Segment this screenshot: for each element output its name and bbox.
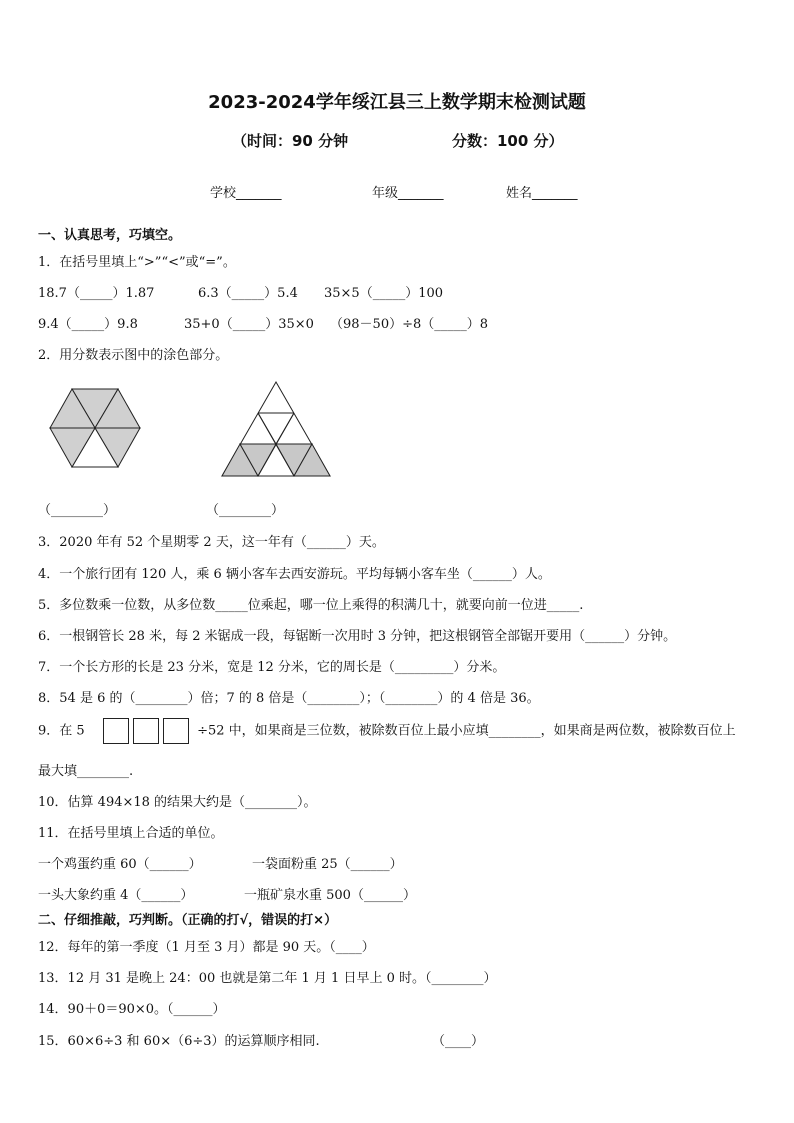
q5: 5．多位数乘一位数，从多位数_____位乘起，哪一位上乘得的积满几十，就要向前一位进_____. — [38, 598, 584, 613]
q1-item: 35+0（_____）35×0 — [184, 317, 314, 332]
q13: 13．12 月 31 是晚上 24：00 也就是第二年 1 月 1 日早上 0 时。（________） — [38, 971, 497, 986]
q1-prompt: 1．在括号里填上“>”“<”或“=”。 — [38, 255, 236, 270]
q15-blank: （____） — [432, 1034, 485, 1049]
exam-time: （时间：90 分钟 — [232, 132, 349, 150]
q1-item: （98－50）÷8（_____）8 — [330, 317, 489, 332]
digit-box — [133, 718, 159, 744]
section-heading-2: 二、仔细推敲，巧判断。（正确的打√，错误的打×） — [38, 913, 338, 928]
q8: 8．54 是 6 的（________）倍；7 的 8 倍是（________）；（________）的 4 倍是 36。 — [38, 691, 540, 706]
q14: 14．90＋0＝90×0。（______） — [38, 1002, 226, 1017]
school-field: 学校_______ — [210, 186, 282, 201]
q2-answer-1: （________） — [38, 503, 117, 518]
q1-item: 6.3（_____）5.4 — [198, 286, 298, 301]
q10: 10．估算 494×18 的结果大约是（________）。 — [38, 795, 317, 810]
q9-before: 9．在 5 — [38, 723, 85, 739]
digit-box — [103, 718, 129, 744]
digit-box — [163, 718, 189, 744]
q4: 4．一个旅行团有 120 人，乘 6 辆小客车去西安游玩。平均每辆小客车坐（______）人。 — [38, 567, 551, 582]
q2-prompt: 2．用分数表示图中的涂色部分。 — [38, 348, 229, 363]
q11-item: 一瓶矿泉水重 500（______） — [244, 888, 416, 903]
q9-after: ÷52 中，如果商是三位数，被除数百位上最小应填________，如果商是两位数，被除数百位上 — [197, 723, 736, 739]
q7: 7．一个长方形的长是 23 分米，宽是 12 分米，它的周长是（_________）分米。 — [38, 660, 506, 675]
q9-line-2: 最大填________. — [38, 764, 134, 779]
q6: 6．一根钢管长 28 米，每 2 米锯成一段，每锯断一次用时 3 分钟，把这根钢管全部锯开要用（______）分钟。 — [38, 629, 677, 644]
exam-score: 分数：100 分） — [452, 132, 564, 150]
grade-field: 年级_______ — [372, 186, 444, 201]
q12: 12．每年的第一季度（1 月至 3 月）都是 90 天。（____） — [38, 940, 375, 955]
triangle-figure — [220, 380, 332, 478]
section-heading-1: 一、认真思考，巧填空。 — [38, 228, 182, 243]
q11-item: 一个鸡蛋约重 60（______） — [38, 857, 202, 872]
q1-item: 9.4（_____）9.8 — [38, 317, 138, 332]
q1-item: 35×5（_____）100 — [324, 286, 444, 301]
q1-item: 18.7（_____）1.87 — [38, 286, 155, 301]
hexagon-figure — [48, 386, 142, 470]
name-field: 姓名_______ — [506, 186, 578, 201]
q11-item: 一袋面粉重 25（______） — [252, 857, 403, 872]
page-title: 2023-2024学年绥江县三上数学期末检测试题 — [208, 92, 586, 113]
q3: 3．2020 年有 52 个星期零 2 天，这一年有（______）天。 — [38, 535, 385, 550]
q11-item: 一头大象约重 4（______） — [38, 888, 194, 903]
q11-prompt: 11．在括号里填上合适的单位。 — [38, 826, 224, 841]
q15: 15．60×6÷3 和 60×（6÷3）的运算顺序相同. — [38, 1034, 320, 1049]
q2-answer-2: （________） — [206, 503, 285, 518]
q9-line-1 — [38, 718, 736, 744]
